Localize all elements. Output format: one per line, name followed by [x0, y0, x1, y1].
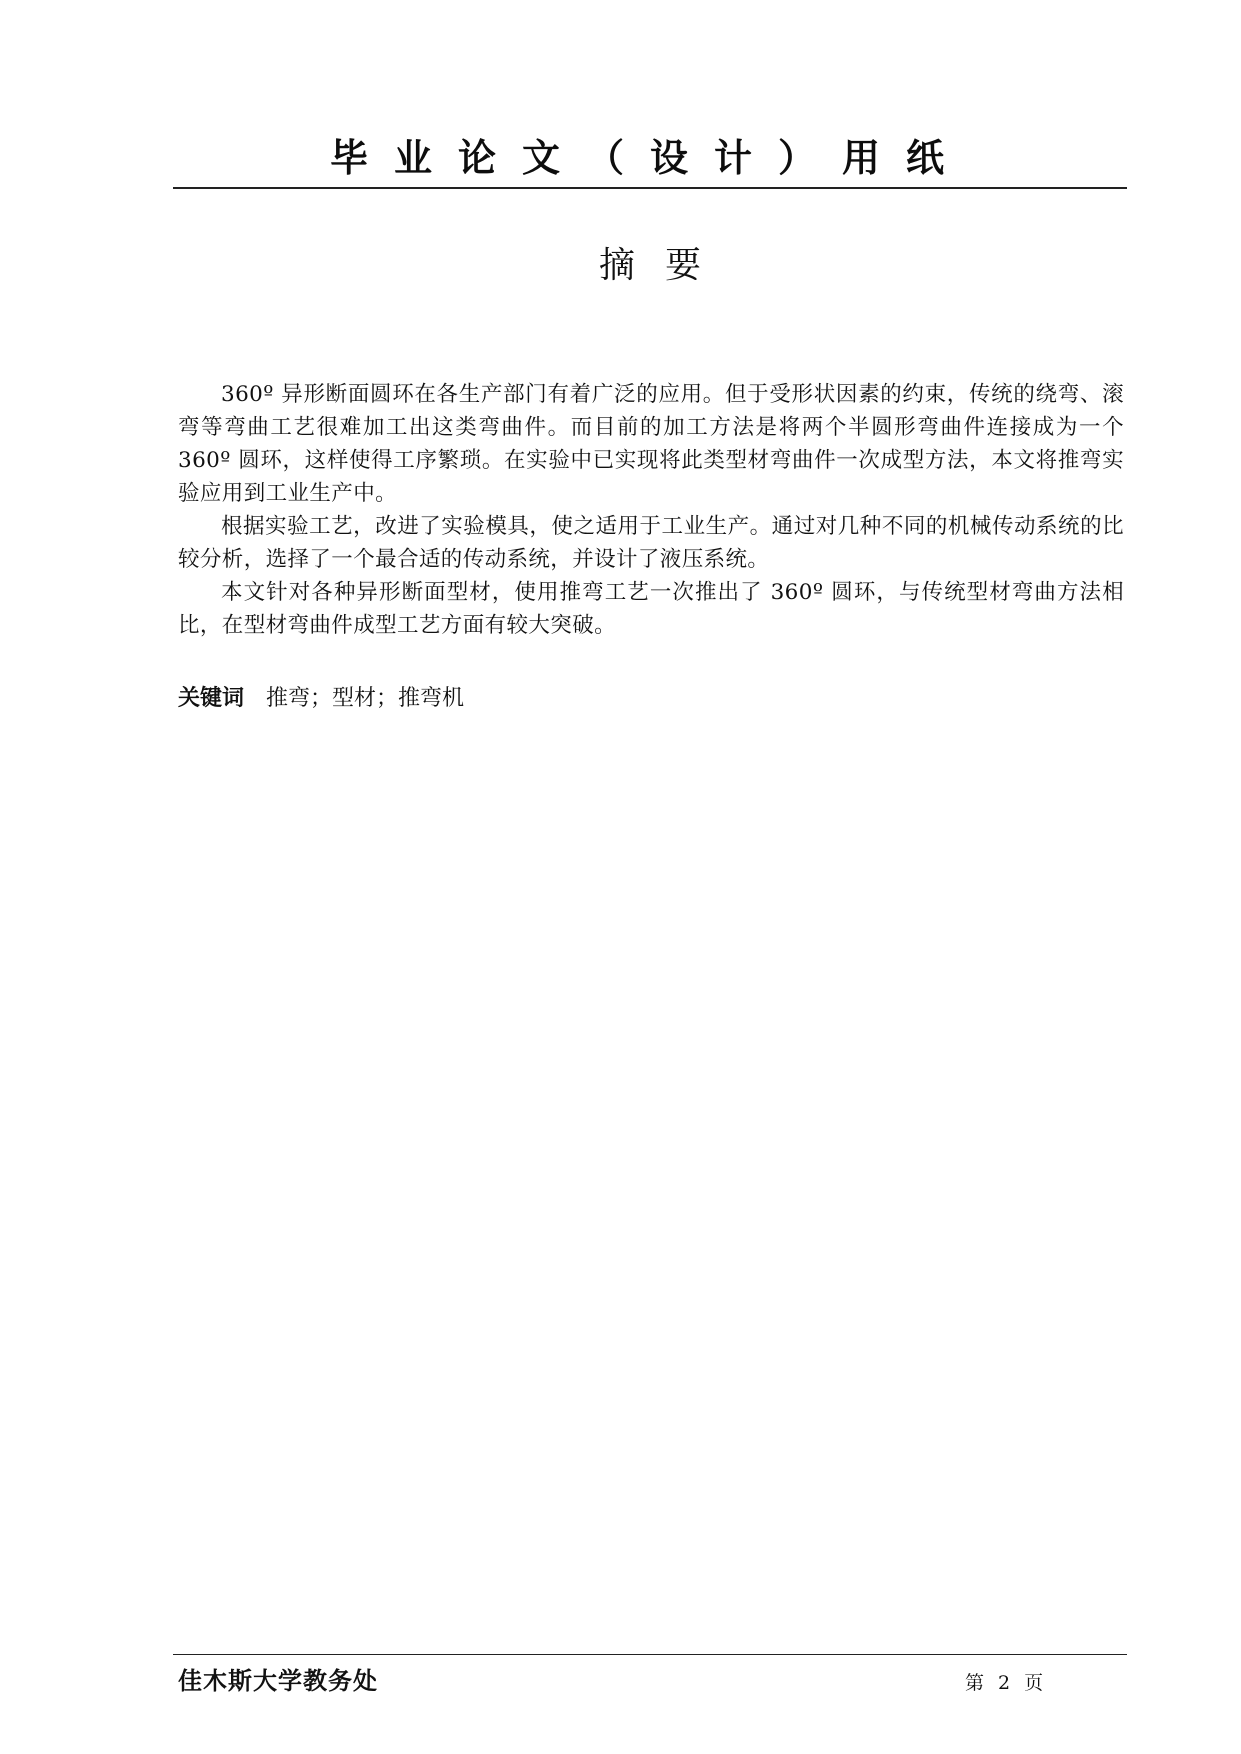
page-number-value: 2 [998, 1672, 1011, 1694]
page-prefix: 第 [965, 1672, 985, 1694]
keywords-line [178, 683, 1124, 715]
abstract-body [178, 378, 1124, 642]
header-divider [173, 187, 1127, 189]
footer-organization: 佳木斯大学教务处 [178, 1667, 378, 1695]
keywords-label: 关键词 [178, 686, 245, 711]
abstract-paragraph-3: 本文针对各种异形断面型材，使用推弯工艺一次推出了 360º 圆环，与传统型材弯曲方法相比，在型材弯曲件成型工艺方面有较大突破。 [178, 580, 1124, 638]
page-number [965, 1668, 1043, 1698]
keywords-text: 推弯；型材；推弯机 [266, 686, 465, 711]
page-header-title: 毕业论文（设计）用纸 [329, 136, 970, 180]
abstract-paragraph-2: 根据实验工艺，改进了实验模具，使之适用于工业生产。通过对几种不同的机械传动系统的比较分析，选择了一个最合适的传动系统，并设计了液压系统。 [178, 514, 1124, 572]
footer-divider [173, 1654, 1127, 1655]
abstract-paragraph-1: 360º 异形断面圆环在各生产部门有着广泛的应用。但于受形状因素的约束，传统的绕弯、滚弯等弯曲工艺很难加工出这类弯曲件。而目前的加工方法是将两个半圆形弯曲件连接成为一个 360º 圆环，这样使得工序繁琐。在实验中已实现将此类型材弯曲件一次成型方法，本文将推弯实验应用到工业生产中。 [178, 382, 1124, 506]
abstract-title: 摘要 [598, 245, 731, 286]
page-suffix: 页 [1024, 1672, 1044, 1694]
